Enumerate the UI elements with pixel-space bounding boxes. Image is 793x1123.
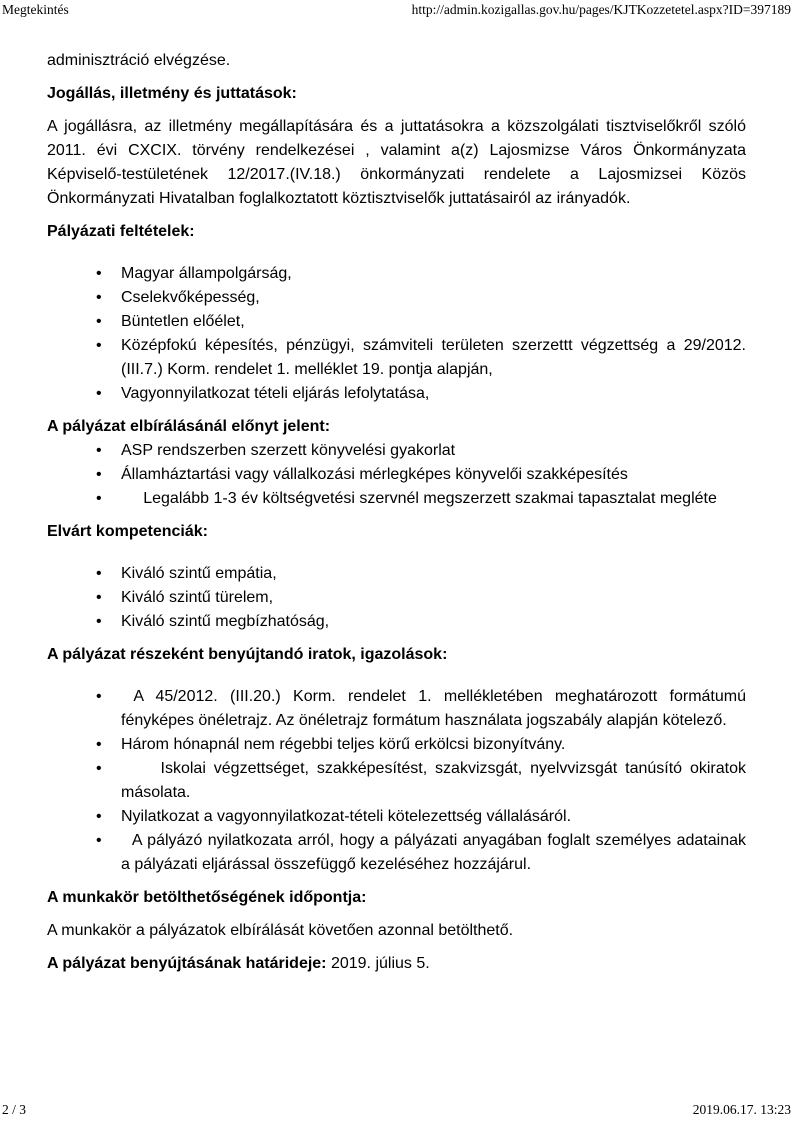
- list-item: • Államháztartási vagy vállalkozási mérlegképes könyvelői szakképesítés: [121, 463, 746, 487]
- bullet-list: [47, 685, 751, 877]
- list-item: • Középfokú képesítés, pénzügyi, számviteli területen szerzettt végzettség a 29/2012. (III.7.) Korm. rendelet 1. melléklet 19. pontja alapján,: [121, 334, 746, 382]
- bullet-list: [47, 262, 751, 406]
- section-heading: Jogállás, illetmény és juttatások:: [47, 85, 297, 102]
- section-heading: Elvárt kompetenciák:: [47, 523, 208, 540]
- list-item: • Iskolai végzettséget, szakképesítést, szakvizsgát, nyelvvizsgát tanúsító okiratok másolata.: [121, 757, 746, 805]
- bullet-list: [47, 562, 746, 634]
- paragraph: adminisztráció elvégzése.: [47, 52, 231, 69]
- print-footer-page-number: 2 / 3: [2, 1102, 27, 1117]
- section-heading: Pályázati feltételek:: [47, 223, 195, 240]
- section-heading: A pályázat elbírálásánál előnyt jelent:: [47, 418, 331, 435]
- list-item: • Kiváló szintű empátia,: [121, 562, 746, 586]
- list-item: • Kiváló szintű türelem,: [121, 586, 746, 610]
- field-label: A pályázat benyújtásának határideje:: [47, 955, 327, 972]
- print-header-title: Megtekintés: [2, 2, 69, 17]
- print-footer: [2, 1102, 791, 1118]
- section-heading: A pályázat részeként benyújtandó iratok, igazolások:: [47, 646, 448, 663]
- list-item: • A pályázó nyilatkozata arról, hogy a pályázati anyagában foglalt személyes adatainak a pályázati eljárással összefüggő kezeléséhez hozzájárul.: [121, 829, 746, 877]
- list-item: • Cselekvőképesség,: [121, 286, 746, 310]
- list-item: • Nyilatkozat a vagyonnyilatkozat-tételi kötelezettség vállalásáról.: [121, 805, 746, 829]
- document-body: [47, 49, 751, 976]
- print-header: [2, 2, 791, 18]
- list-item: • Büntetlen előélet,: [121, 310, 746, 334]
- section-heading: A munkakör betölthetőségének időpontja:: [47, 889, 367, 906]
- labeled-paragraph: [47, 952, 746, 976]
- list-item: • A 45/2012. (III.20.) Korm. rendelet 1. mellékletében meghatározott formátumú fényképes önéletrajz. Az önéletrajz formátum használata jogszabály alapján kötelező.: [121, 685, 746, 733]
- list-item: • Vagyonnyilatkozat tételi eljárás lefolytatása,: [121, 382, 746, 406]
- print-footer-timestamp: 2019.06.17. 13:23: [692, 1102, 791, 1117]
- list-item: • Kiváló szintű megbízhatóság,: [121, 610, 746, 634]
- paragraph: A munkakör a pályázatok elbírálását követően azonnal betölthető.: [47, 922, 514, 939]
- list-item: • Legalább 1-3 év költségvetési szervnél megszerzett szakmai tapasztalat megléte: [121, 487, 746, 511]
- list-item: • Magyar állampolgárság,: [121, 262, 746, 286]
- list-item: • ASP rendszerben szerzett könyvelési gyakorlat: [121, 439, 746, 463]
- field-value: 2019. július 5.: [326, 955, 430, 972]
- list-item: • Három hónapnál nem régebbi teljes körű erkölcsi bizonyítvány.: [121, 733, 746, 757]
- bullet-list: [47, 439, 746, 511]
- print-header-url: http://admin.kozigallas.gov.hu/pages/KJTKozzetetel.aspx?ID=397189: [411, 2, 791, 17]
- paragraph: A jogállásra, az illetmény megállapítására és a juttatásokra a közszolgálati tisztviselőkről szóló 2011. évi CXCIX. törvény rendelkezései , valamint a(z) Lajosmizse Város Önkormányzata Képviselő-testületének 12/2017.(IV.18.) önkormányzati rendelete a Lajosmizsei Közös Önkormányzati Hivatalban foglalkoztatott köztisztviselők juttatásairól az irányadók.: [47, 118, 746, 207]
